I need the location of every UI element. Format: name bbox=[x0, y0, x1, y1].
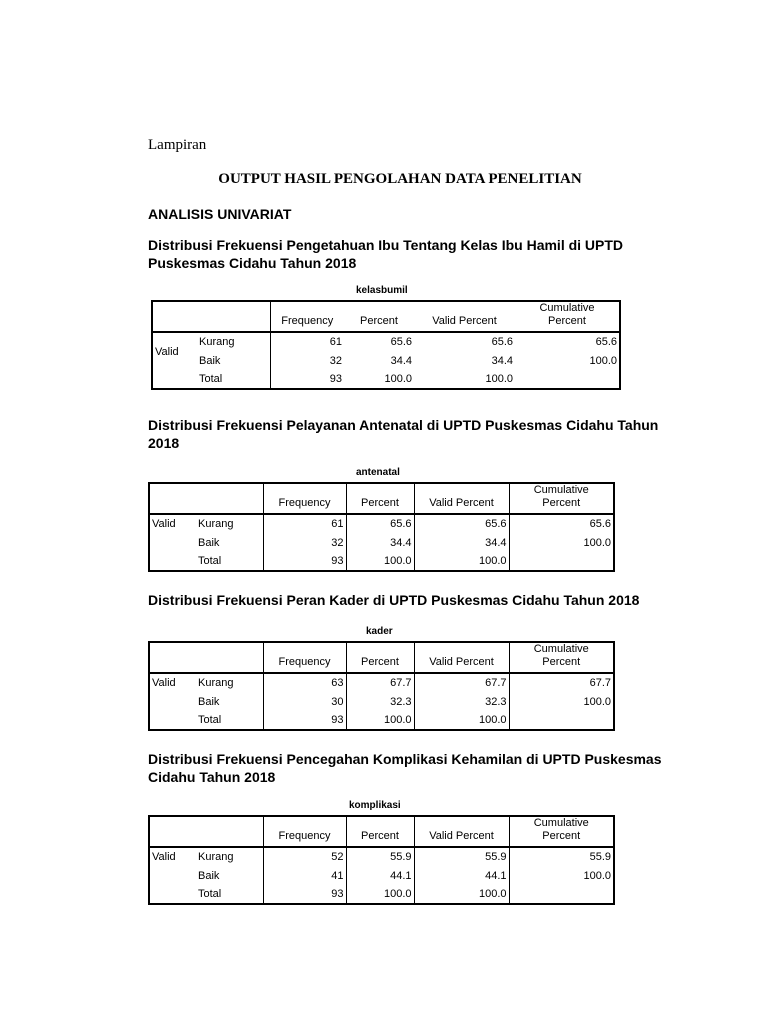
row-label: Kurang bbox=[198, 851, 234, 863]
frequency-table-kader bbox=[148, 641, 615, 731]
cell-frequency: 63 bbox=[263, 673, 346, 692]
cell-cumulative-percent: 100.0 bbox=[509, 692, 614, 711]
group-label: Valid bbox=[155, 345, 179, 358]
header-cumulative-line1: Cumulative bbox=[539, 302, 595, 314]
cell-valid-percent: 65.6 bbox=[414, 514, 509, 533]
header-frequency: Frequency bbox=[270, 301, 344, 332]
table-caption-komplikasi: komplikasi bbox=[349, 800, 401, 811]
document-label: Lampiran bbox=[148, 137, 207, 153]
cell-frequency: 93 bbox=[263, 552, 346, 571]
header-cumulative-line2: Percent bbox=[548, 315, 586, 327]
cell-valid-percent: 32.3 bbox=[414, 692, 509, 711]
cell-frequency: 61 bbox=[329, 336, 342, 348]
cell-cumulative-percent: 67.7 bbox=[509, 673, 614, 692]
header-cumulative-line1: Cumulative bbox=[533, 643, 589, 655]
header-cumulative-line2: Percent bbox=[542, 656, 581, 668]
header-blank bbox=[196, 642, 263, 673]
cell-valid-percent: 100.0 bbox=[414, 552, 509, 571]
cell-cumulative-percent: 55.9 bbox=[509, 847, 614, 866]
header-frequency: Frequency bbox=[263, 483, 346, 514]
section-heading-kader: Distribusi Frekuensi Peran Kader di UPTD Puskesmas Cidahu Tahun 2018 bbox=[148, 592, 640, 608]
cell-valid-percent: 67.7 bbox=[414, 673, 509, 692]
header-blank bbox=[149, 816, 196, 847]
cell-valid-percent: 34.4 bbox=[414, 533, 509, 552]
section-heading-komplikasi: Distribusi Frekuensi Pencegahan Komplikasi Kehamilan di UPTD Puskesmas Cidahu Tahun 2018 bbox=[148, 751, 662, 785]
table-caption-kader: kader bbox=[366, 626, 393, 637]
frequency-table-antenatal bbox=[148, 482, 615, 572]
header-cumulative-percent bbox=[509, 483, 614, 514]
header-valid-percent: Valid Percent bbox=[414, 816, 509, 847]
cell-percent: 100.0 bbox=[346, 552, 414, 571]
cell-cumulative-percent: 100.0 bbox=[509, 866, 614, 885]
blank-cell bbox=[152, 370, 197, 389]
header-frequency: Frequency bbox=[263, 816, 346, 847]
cell-cumulative-percent: 100.0 bbox=[589, 354, 617, 367]
row-label: Kurang bbox=[198, 677, 234, 689]
header-blank bbox=[152, 301, 197, 332]
row-label: Total bbox=[198, 555, 222, 567]
row-label: Baik bbox=[198, 695, 220, 708]
cell-percent: 100.0 bbox=[346, 885, 414, 904]
cell-valid-percent: 100.0 bbox=[414, 885, 509, 904]
header-frequency: Frequency bbox=[263, 642, 346, 673]
blank-cell bbox=[149, 866, 196, 885]
header-blank bbox=[149, 483, 196, 514]
row-label: Kurang bbox=[197, 332, 270, 351]
cell-valid-percent: 100.0 bbox=[485, 373, 513, 385]
cell-frequency: 32 bbox=[263, 533, 346, 552]
cell-cumulative-percent bbox=[515, 370, 620, 389]
group-label: Valid bbox=[152, 677, 176, 689]
cell-frequency: 52 bbox=[263, 847, 346, 866]
table-caption-kelasbumil: kelasbumil bbox=[356, 285, 408, 296]
header-cumulative-line2: Percent bbox=[542, 497, 581, 509]
cell-percent: 100.0 bbox=[384, 373, 412, 385]
blank-cell bbox=[149, 885, 196, 904]
cell-frequency: 93 bbox=[329, 373, 342, 385]
section-heading-kelasbumil: Distribusi Frekuensi Pengetahuan Ibu Tentang Kelas Ibu Hamil di UPTD Puskesmas Cidahu Tahun 2018 bbox=[148, 237, 624, 271]
row-label: Total bbox=[197, 370, 270, 389]
cell-frequency: 93 bbox=[263, 711, 346, 730]
cell-valid-percent: 100.0 bbox=[414, 711, 509, 730]
frequency-table-kelasbumil bbox=[151, 300, 621, 390]
cell-cumulative-percent: 65.6 bbox=[509, 514, 614, 533]
cell-percent: 44.1 bbox=[346, 866, 414, 885]
header-percent: Percent bbox=[346, 483, 414, 514]
cell-cumulative-percent bbox=[509, 552, 614, 571]
header-cumulative-percent bbox=[509, 642, 614, 673]
cell-percent: 32.3 bbox=[346, 692, 414, 711]
row-label: Total bbox=[198, 888, 222, 900]
blank-cell bbox=[149, 552, 196, 571]
analysis-title: ANALISIS UNIVARIAT bbox=[148, 206, 292, 222]
header-blank bbox=[149, 642, 196, 673]
cell-cumulative-percent bbox=[509, 711, 614, 730]
header-valid-percent: Valid Percent bbox=[414, 301, 515, 332]
blank-cell bbox=[149, 533, 196, 552]
header-blank bbox=[196, 816, 263, 847]
cell-percent: 65.6 bbox=[346, 514, 414, 533]
cell-frequency: 61 bbox=[263, 514, 346, 533]
header-percent: Percent bbox=[346, 642, 414, 673]
header-valid-percent: Valid Percent bbox=[414, 642, 509, 673]
header-percent: Percent bbox=[344, 301, 414, 332]
cell-frequency: 41 bbox=[263, 866, 346, 885]
cell-frequency: 93 bbox=[263, 885, 346, 904]
cell-percent: 55.9 bbox=[346, 847, 414, 866]
header-blank bbox=[197, 301, 270, 332]
cell-valid-percent: 44.1 bbox=[414, 866, 509, 885]
document-title: OUTPUT HASIL PENGOLAHAN DATA PENELITIAN bbox=[218, 171, 582, 187]
cell-frequency: 32 bbox=[329, 354, 342, 367]
cell-cumulative-percent: 65.6 bbox=[595, 336, 617, 348]
cell-valid-percent: 55.9 bbox=[414, 847, 509, 866]
group-label: Valid bbox=[152, 518, 176, 530]
header-blank bbox=[196, 483, 263, 514]
row-label: Kurang bbox=[198, 518, 234, 530]
row-label: Baik bbox=[197, 351, 270, 370]
cell-percent: 100.0 bbox=[346, 711, 414, 730]
header-percent: Percent bbox=[346, 816, 414, 847]
row-label: Baik bbox=[198, 536, 220, 549]
cell-percent: 67.7 bbox=[346, 673, 414, 692]
header-cumulative-line1: Cumulative bbox=[533, 484, 589, 496]
frequency-table-komplikasi bbox=[148, 815, 615, 905]
cell-valid-percent: 34.4 bbox=[491, 354, 513, 367]
header-cumulative-percent bbox=[509, 816, 614, 847]
blank-cell bbox=[149, 711, 196, 730]
section-heading-antenatal: Distribusi Frekuensi Pelayanan Antenatal di UPTD Puskesmas Cidahu Tahun 2018 bbox=[148, 417, 659, 451]
cell-percent: 34.4 bbox=[390, 354, 412, 367]
cell-percent: 34.4 bbox=[346, 533, 414, 552]
table-caption-antenatal: antenatal bbox=[356, 467, 400, 478]
cell-percent: 65.6 bbox=[390, 336, 412, 348]
header-cumulative-line1: Cumulative bbox=[533, 817, 589, 829]
blank-cell bbox=[149, 692, 196, 711]
cell-cumulative-percent bbox=[509, 885, 614, 904]
header-valid-percent: Valid Percent bbox=[414, 483, 509, 514]
header-cumulative-percent bbox=[515, 301, 620, 332]
row-label: Total bbox=[198, 714, 222, 726]
header-cumulative-line2: Percent bbox=[542, 830, 581, 842]
cell-cumulative-percent: 100.0 bbox=[509, 533, 614, 552]
cell-frequency: 30 bbox=[263, 692, 346, 711]
row-label: Baik bbox=[198, 869, 220, 882]
group-label: Valid bbox=[152, 851, 176, 863]
cell-valid-percent: 65.6 bbox=[491, 336, 513, 348]
